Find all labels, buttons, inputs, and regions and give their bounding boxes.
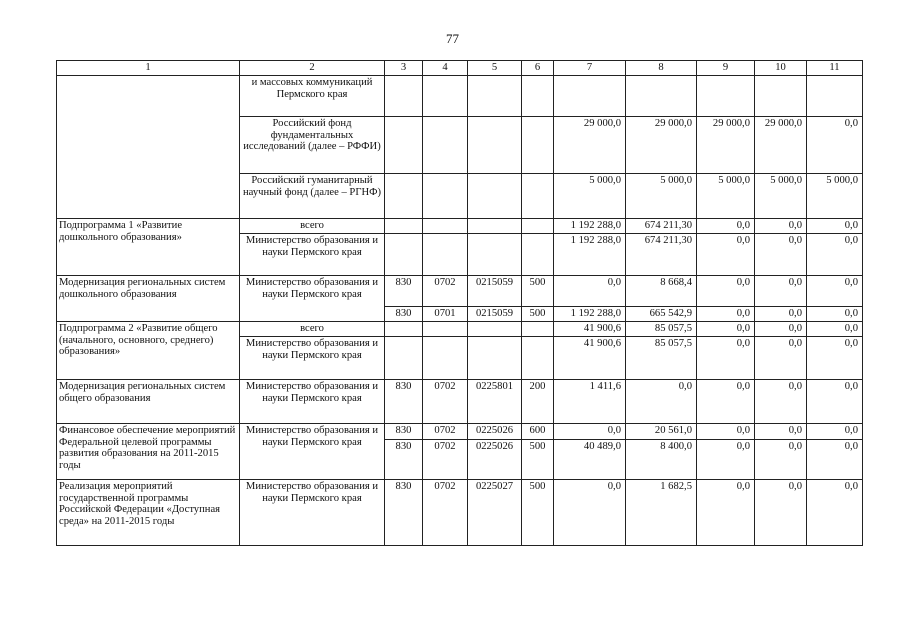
cell-col8: 8 668,4 <box>626 276 697 307</box>
org-cell: Министерство образования и науки Пермского края <box>240 380 385 424</box>
cell-col8: 665 542,9 <box>626 307 697 322</box>
cell-col3: 830 <box>385 440 423 480</box>
program-name-cell: Подпрограмма 1 «Развитие дошкольного образования» <box>57 219 240 276</box>
cell-col9: 29 000,0 <box>697 117 755 174</box>
cell-col10: 0,0 <box>755 380 807 424</box>
cell-col8: 85 057,5 <box>626 322 697 337</box>
cell-col10: 0,0 <box>755 322 807 337</box>
cell-col10: 29 000,0 <box>755 117 807 174</box>
org-cell: и массовых коммуникаций Пермского края <box>240 76 385 117</box>
cell-col6: 200 <box>522 380 554 424</box>
cell-col4: 0702 <box>423 276 468 307</box>
column-header: 5 <box>468 61 522 76</box>
column-header: 3 <box>385 61 423 76</box>
cell-col4: 0701 <box>423 307 468 322</box>
cell-col3: 830 <box>385 480 423 546</box>
cell-col5: 0215059 <box>468 307 522 322</box>
cell-col11 <box>807 76 863 117</box>
cell-col6: 600 <box>522 424 554 440</box>
cell-col9: 0,0 <box>697 380 755 424</box>
cell-col11: 0,0 <box>807 234 863 276</box>
cell-col7: 41 900,6 <box>554 337 626 380</box>
cell-col11: 0,0 <box>807 117 863 174</box>
column-header: 2 <box>240 61 385 76</box>
cell-col5 <box>468 322 522 337</box>
column-header: 4 <box>423 61 468 76</box>
cell-col3: 830 <box>385 424 423 440</box>
program-name-cell <box>57 76 240 219</box>
cell-col3: 830 <box>385 276 423 307</box>
cell-col8: 674 211,30 <box>626 219 697 234</box>
cell-col9: 0,0 <box>697 480 755 546</box>
org-cell: Министерство образования и науки Пермского края <box>240 337 385 380</box>
cell-col4 <box>423 174 468 219</box>
cell-col7: 1 192 288,0 <box>554 219 626 234</box>
cell-col10: 0,0 <box>755 424 807 440</box>
cell-col3 <box>385 76 423 117</box>
org-cell: Министерство образования и науки Пермского края <box>240 276 385 322</box>
cell-col6: 500 <box>522 276 554 307</box>
cell-col9: 0,0 <box>697 440 755 480</box>
header-row <box>57 61 863 76</box>
table-row <box>57 380 863 424</box>
cell-col8: 20 561,0 <box>626 424 697 440</box>
cell-col10: 0,0 <box>755 307 807 322</box>
cell-col6 <box>522 322 554 337</box>
cell-col10: 0,0 <box>755 276 807 307</box>
org-cell: всего <box>240 322 385 337</box>
cell-col8: 0,0 <box>626 380 697 424</box>
cell-col7: 40 489,0 <box>554 440 626 480</box>
cell-col8: 1 682,5 <box>626 480 697 546</box>
table-row <box>57 219 863 234</box>
cell-col5: 0225026 <box>468 424 522 440</box>
cell-col10: 0,0 <box>755 234 807 276</box>
org-cell: Российский фонд фундаментальных исследований (далее – РФФИ) <box>240 117 385 174</box>
cell-col7: 1 192 288,0 <box>554 307 626 322</box>
cell-col9: 0,0 <box>697 322 755 337</box>
cell-col11: 0,0 <box>807 337 863 380</box>
cell-col10: 0,0 <box>755 337 807 380</box>
table-row <box>57 322 863 337</box>
cell-col9 <box>697 76 755 117</box>
cell-col7: 5 000,0 <box>554 174 626 219</box>
cell-col9: 0,0 <box>697 234 755 276</box>
cell-col5 <box>468 219 522 234</box>
cell-col9: 5 000,0 <box>697 174 755 219</box>
column-header: 9 <box>697 61 755 76</box>
cell-col7: 29 000,0 <box>554 117 626 174</box>
table-row <box>57 76 863 117</box>
cell-col4 <box>423 219 468 234</box>
cell-col4: 0702 <box>423 424 468 440</box>
cell-col5 <box>468 76 522 117</box>
cell-col4: 0702 <box>423 380 468 424</box>
cell-col6: 500 <box>522 307 554 322</box>
cell-col3 <box>385 117 423 174</box>
org-cell: Министерство образования и науки Пермского края <box>240 424 385 480</box>
table-row <box>57 276 863 307</box>
column-header: 8 <box>626 61 697 76</box>
program-name-cell: Реализация мероприятий государственной программы Российской Федерации «Доступная среда» на 2011-2015 годы <box>57 480 240 546</box>
page-number: 77 <box>446 31 459 46</box>
org-cell: Российский гуманитарный научный фонд (далее – РГНФ) <box>240 174 385 219</box>
cell-col4 <box>423 117 468 174</box>
cell-col3 <box>385 234 423 276</box>
cell-col6 <box>522 234 554 276</box>
cell-col9: 0,0 <box>697 337 755 380</box>
cell-col6 <box>522 337 554 380</box>
cell-col7: 0,0 <box>554 276 626 307</box>
cell-col5 <box>468 234 522 276</box>
table-row <box>57 424 863 440</box>
cell-col7: 1 411,6 <box>554 380 626 424</box>
cell-col4: 0702 <box>423 440 468 480</box>
org-cell: всего <box>240 219 385 234</box>
cell-col4 <box>423 322 468 337</box>
cell-col3 <box>385 337 423 380</box>
cell-col6 <box>522 174 554 219</box>
cell-col9: 0,0 <box>697 276 755 307</box>
cell-col6: 500 <box>522 480 554 546</box>
column-header: 11 <box>807 61 863 76</box>
cell-col6: 500 <box>522 440 554 480</box>
cell-col11: 0,0 <box>807 440 863 480</box>
column-header: 7 <box>554 61 626 76</box>
cell-col11: 0,0 <box>807 276 863 307</box>
cell-col7: 1 192 288,0 <box>554 234 626 276</box>
cell-col8: 29 000,0 <box>626 117 697 174</box>
cell-col10: 0,0 <box>755 219 807 234</box>
cell-col11: 5 000,0 <box>807 174 863 219</box>
cell-col9: 0,0 <box>697 219 755 234</box>
program-name-cell: Модернизация региональных систем общего образования <box>57 380 240 424</box>
cell-col7 <box>554 76 626 117</box>
cell-col7: 41 900,6 <box>554 322 626 337</box>
cell-col10: 0,0 <box>755 440 807 480</box>
cell-col6 <box>522 117 554 174</box>
cell-col9: 0,0 <box>697 424 755 440</box>
org-cell: Министерство образования и науки Пермского края <box>240 480 385 546</box>
org-cell: Министерство образования и науки Пермского края <box>240 234 385 276</box>
cell-col11: 0,0 <box>807 380 863 424</box>
cell-col5 <box>468 337 522 380</box>
program-name-cell: Финансовое обеспечение мероприятий Федеральной целевой программы развития образования на 2011-2015 годы <box>57 424 240 480</box>
cell-col3: 830 <box>385 307 423 322</box>
cell-col11: 0,0 <box>807 219 863 234</box>
cell-col5 <box>468 117 522 174</box>
cell-col11: 0,0 <box>807 322 863 337</box>
cell-col4 <box>423 337 468 380</box>
cell-col6 <box>522 219 554 234</box>
cell-col4 <box>423 76 468 117</box>
cell-col6 <box>522 76 554 117</box>
cell-col3 <box>385 322 423 337</box>
column-header: 1 <box>57 61 240 76</box>
cell-col5: 0215059 <box>468 276 522 307</box>
cell-col8: 8 400,0 <box>626 440 697 480</box>
program-name-cell: Подпрограмма 2 «Развитие общего (начального, основного, среднего) образования» <box>57 322 240 380</box>
cell-col9: 0,0 <box>697 307 755 322</box>
cell-col7: 0,0 <box>554 424 626 440</box>
cell-col11: 0,0 <box>807 480 863 546</box>
cell-col8: 85 057,5 <box>626 337 697 380</box>
cell-col8: 5 000,0 <box>626 174 697 219</box>
cell-col3: 830 <box>385 380 423 424</box>
cell-col10: 5 000,0 <box>755 174 807 219</box>
cell-col4: 0702 <box>423 480 468 546</box>
table-row <box>57 480 863 546</box>
cell-col10: 0,0 <box>755 480 807 546</box>
column-header: 6 <box>522 61 554 76</box>
cell-col11: 0,0 <box>807 307 863 322</box>
cell-col11: 0,0 <box>807 424 863 440</box>
cell-col10 <box>755 76 807 117</box>
cell-col5: 0225027 <box>468 480 522 546</box>
cell-col5: 0225801 <box>468 380 522 424</box>
cell-col5 <box>468 174 522 219</box>
cell-col3 <box>385 174 423 219</box>
budget-table <box>56 60 863 546</box>
column-header: 10 <box>755 61 807 76</box>
program-name-cell: Модернизация региональных систем дошкольного образования <box>57 276 240 322</box>
cell-col5: 0225026 <box>468 440 522 480</box>
cell-col3 <box>385 219 423 234</box>
cell-col7: 0,0 <box>554 480 626 546</box>
cell-col8: 674 211,30 <box>626 234 697 276</box>
cell-col4 <box>423 234 468 276</box>
cell-col8 <box>626 76 697 117</box>
